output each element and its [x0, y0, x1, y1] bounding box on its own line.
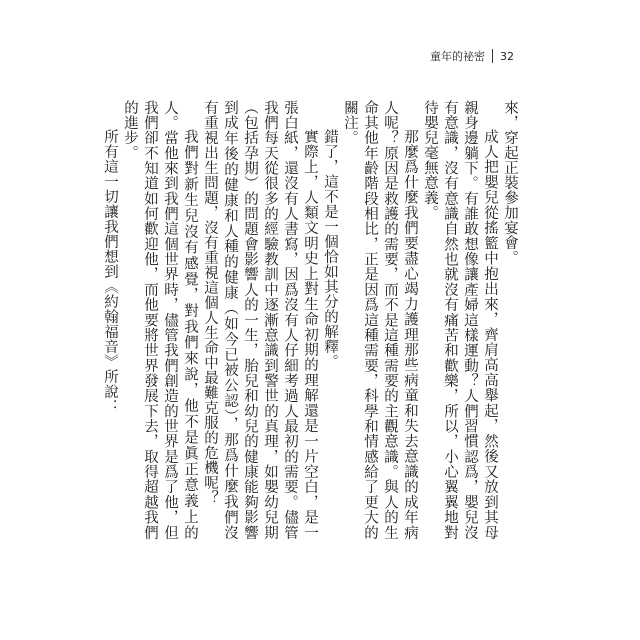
- running-header: [430, 48, 514, 64]
- header-divider: [492, 49, 493, 63]
- paragraph-5: 實際上，人類文明史上對生命初期的理解還是一片空白，是一張白紙，還沒有人書寫，因爲沒有人仔細考過人最初的需要。儘管我們每天從很多的經驗教訓中逐漸意識到警世的真理，如嬰幼兒期（包括孕期）的問題會影響人的一生，胎兒和幼兒的健康能夠影響到成年後的健康和人種的健康（如今已被公認），那爲什麼我們沒有重視出生問題，沒有重視這個人生命中最難克服的危機呢？: [202, 100, 318, 540]
- paragraph-2: 成人把嬰兒從搖籃中抱出來，齊肩高高舉起，然後又放到其母親身邊躺下。有誰敢想像讓產婦這樣運動？人們習慣認爲，嬰兒沒有意識，沒有意識自然也就沒有痛苦和歡樂，所以，小心翼翼地對待嬰兒毫無意義。: [422, 100, 498, 540]
- paragraph-3: 那麼爲什麼我們要盡心竭力護理那些病童和失去意識的成年病人呢？原因是救護的需要，而不是這種需要的主觀意識。與人的生命其他年齡階段相比，正是因爲這種需要，科學和情感給了更大的關注。: [342, 100, 418, 540]
- paragraph-7: 所有這一切讓我們想到《約翰福音》所說：: [102, 129, 118, 414]
- paragraph-4: 錯了，這不是一個恰如其分的解釋。: [322, 129, 338, 369]
- book-title: 童年的祕密: [430, 50, 485, 63]
- paragraph-1: 來，穿起正裝參加宴會。: [502, 100, 518, 265]
- paragraph-6: 我們對新生兒沒有感覺，對我們來說，他不是眞正意義上的人。當他來到我們這個世界時，儘管我們創造的世界是爲了他，但我們卻不知道如何歡迎他，而他要將世界發展下去，取得超越我們的進步。: [122, 100, 198, 540]
- vertical-body-text: [102, 100, 520, 540]
- page-number: 32: [500, 49, 514, 63]
